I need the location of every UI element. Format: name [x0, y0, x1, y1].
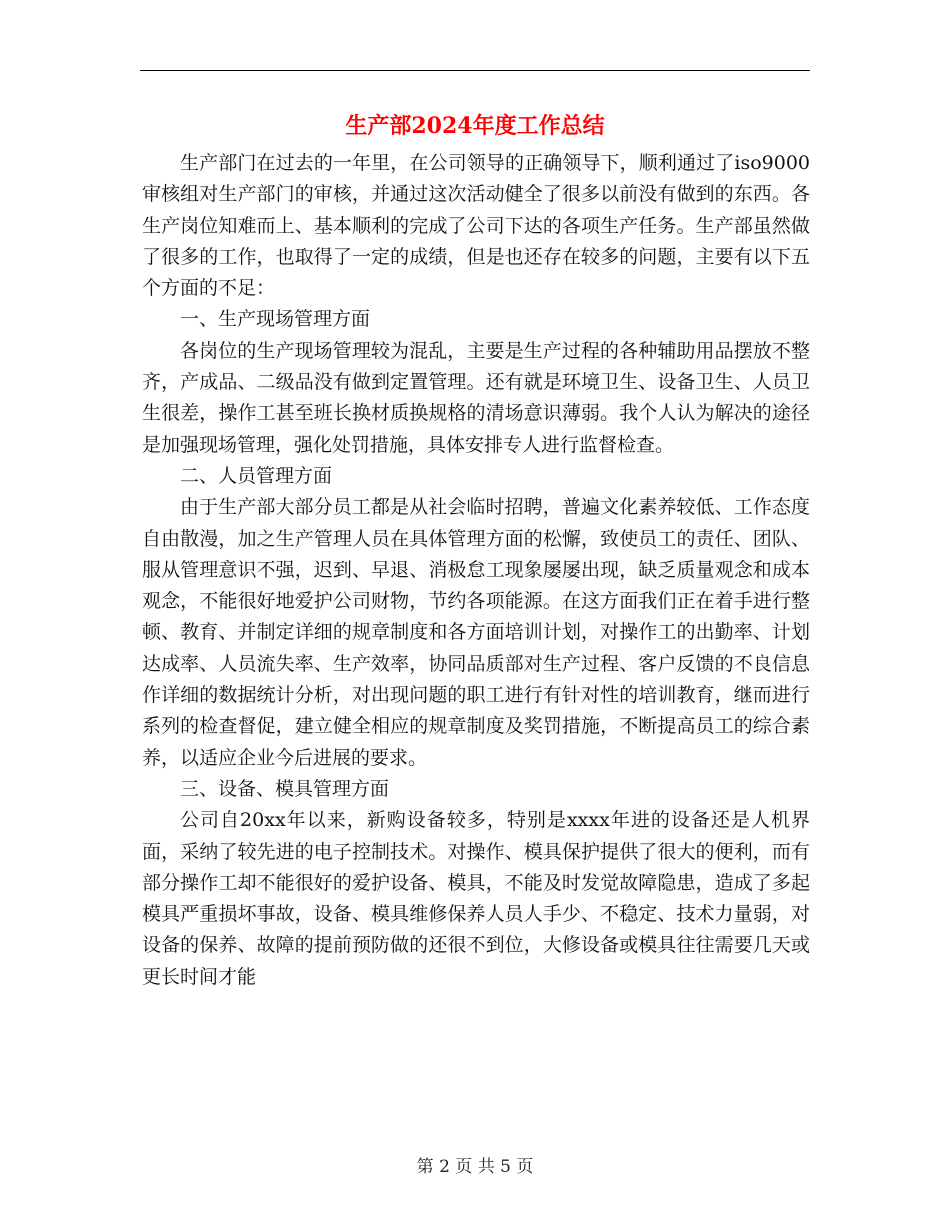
paragraph-intro: 生产部门在过去的一年里，在公司领导的正确领导下，顺利通过了iso9000审核组对生产部门的审核，并通过这次活动健全了很多以前没有做到的东西。各生产岗位知难而上、基本顺利的完成了公司下达的各项生产任务。生产部虽然做了很多的工作，也取得了一定的成绩，但是也还存在较多的问题，主要有以下五个方面的不足： [142, 152, 810, 300]
section-heading-3: 三、设备、模具管理方面 [180, 777, 390, 800]
section-heading-2: 二、人员管理方面 [180, 464, 333, 487]
header-rule [140, 70, 810, 71]
paragraph-staff-management: 由于生产部大部分员工都是从社会临时招聘，普遍文化素养较低、工作态度自由散漫，加之生产管理人员在具体管理方面的松懈，致使员工的责任、团队、服从管理意识不强，迟到、早退、消极怠工现象屡屡出现，缺乏质量观念和成本观念，不能很好地爱护公司财物，节约各项能源。在这方面我们正在着手进行整顿、教育、并制定详细的规章制度和各方面培训计划，对操作工的出勤率、计划达成率、人员流失率、生产效率，协同品质部对生产过程、客户反馈的不良信息作详细的数据统计分析，对出现问题的职工进行有针对性的培训教育，继而进行系列的检查督促，建立健全相应的规章制度及奖罚措施，不断提高员工的综合素养，以适应企业今后进展的要求。 [142, 496, 810, 769]
section-heading-1: 一、生产现场管理方面 [180, 308, 371, 331]
page-number: 第 2 页 共 5 页 [416, 1157, 534, 1177]
document-body [142, 148, 810, 993]
document-title: 生产部2024年度工作总结 [345, 113, 605, 139]
paragraph-equipment-management: 公司自20xx年以来，新购设备较多，特别是xxxx年进的设备还是人机界面，采纳了较先进的电子控制技术。对操作、模具保护提供了很大的便利，而有部分操作工却不能很好的爱护设备、模具，不能及时发觉故障隐患，造成了多起模具严重损坏事故，设备、模具维修保养人员人手少、不稳定、技术力量弱，对设备的保养、故障的提前预防做的还很不到位，大修设备或模具往往需要几天或更长时间才能 [142, 809, 810, 988]
paragraph-site-management: 各岗位的生产现场管理较为混乱，主要是生产过程的各种辅助用品摆放不整齐，产成品、二级品没有做到定置管理。还有就是环境卫生、设备卫生、人员卫生很差，操作工甚至班长换材质换规格的清场意识薄弱。我个人认为解决的途径是加强现场管理，强化处罚措施，具体安排专人进行监督检查。 [142, 339, 810, 456]
